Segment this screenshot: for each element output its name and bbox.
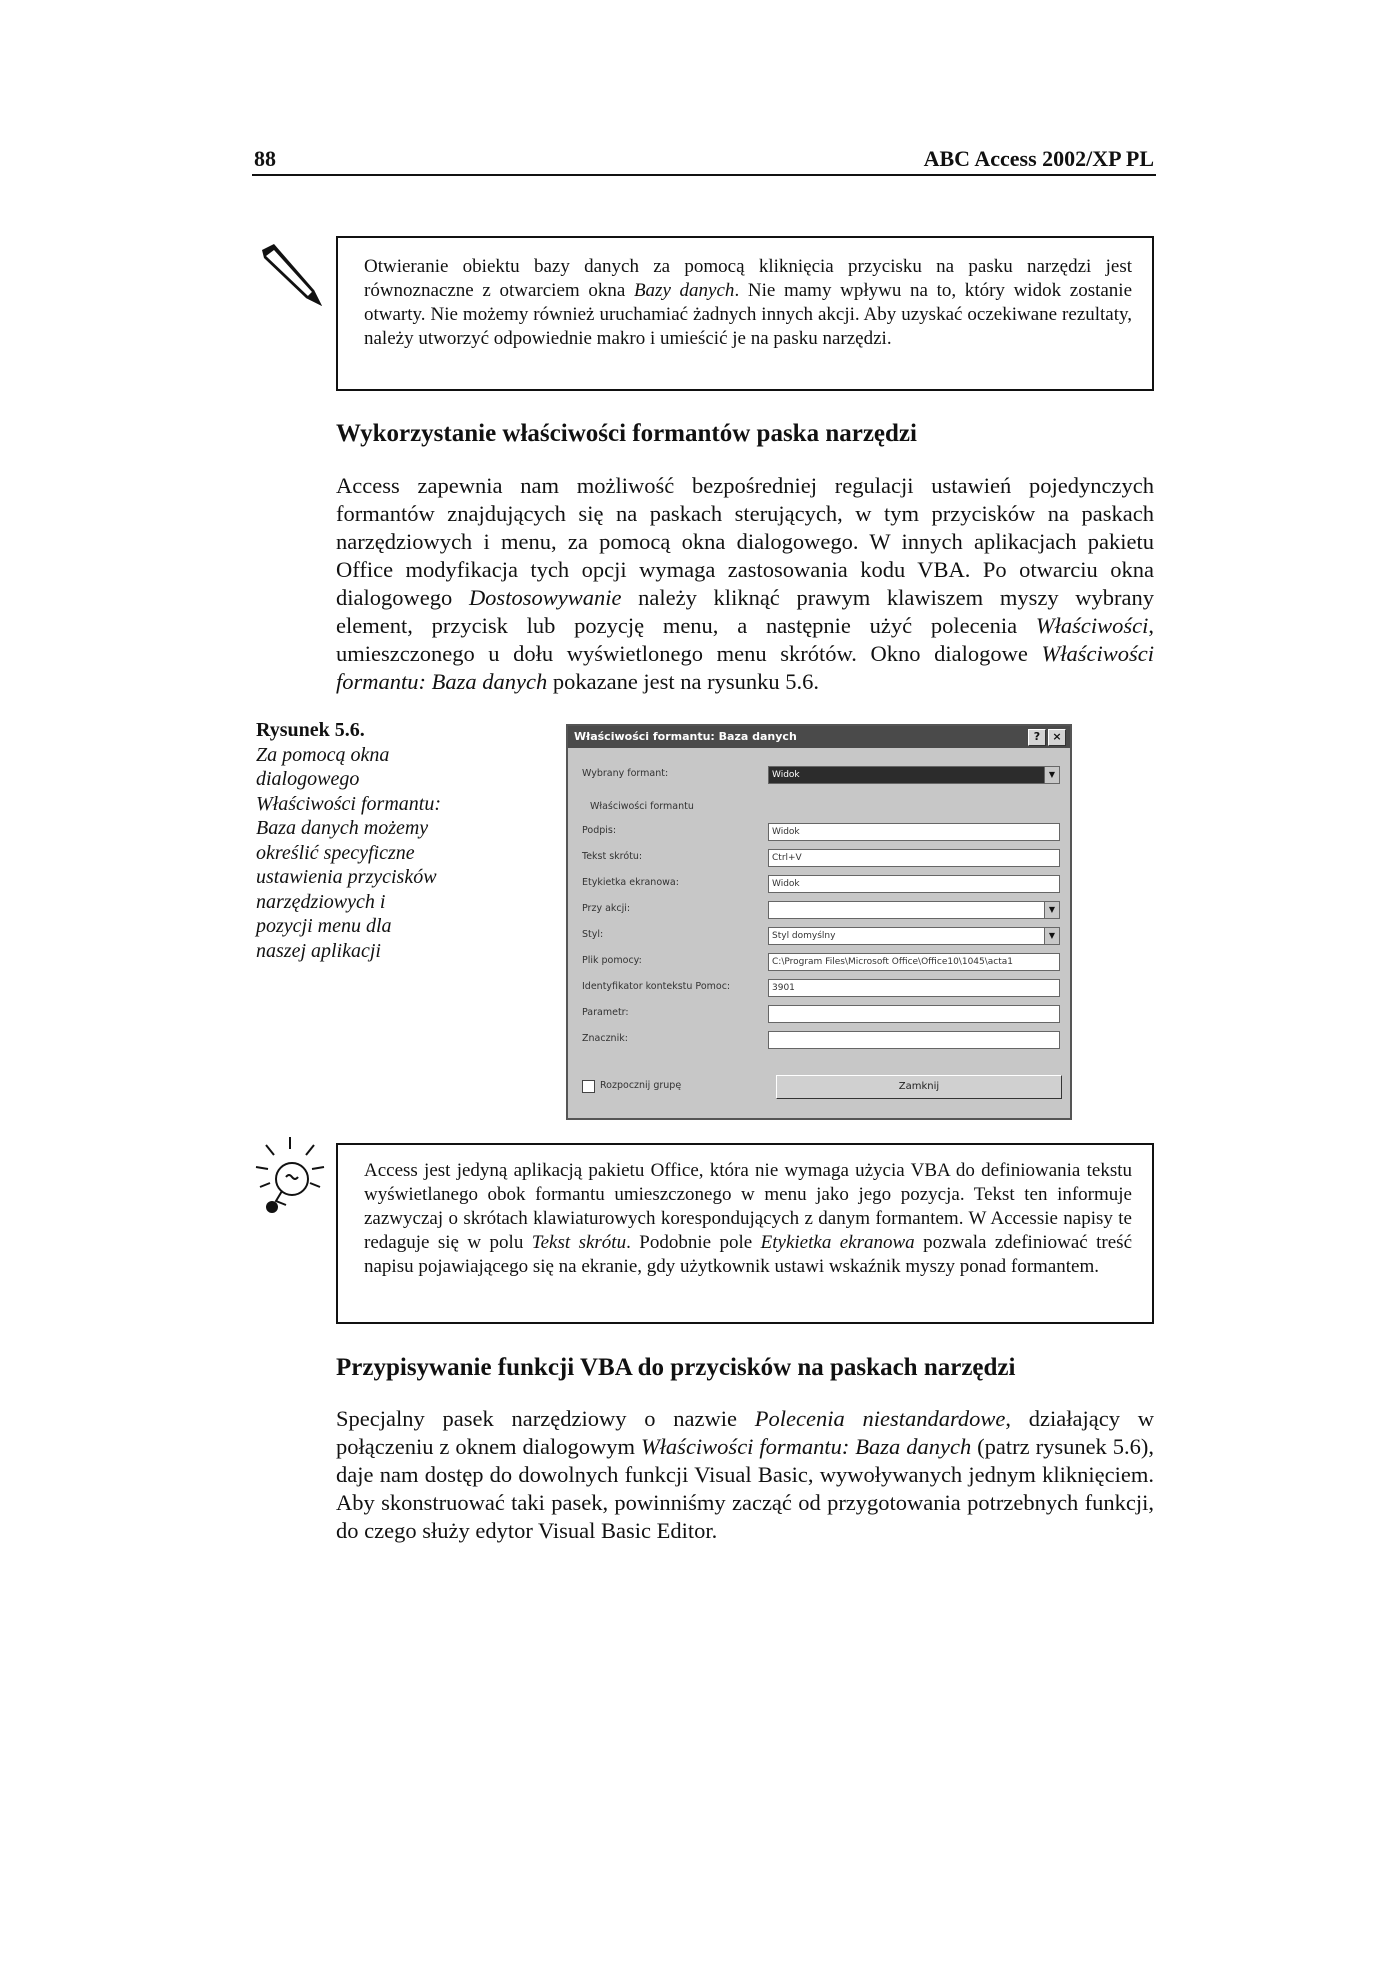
tag-label: Znacznik: xyxy=(582,1033,628,1044)
shortcut-text-field[interactable]: Ctrl+V xyxy=(768,849,1060,867)
help-context-id-field[interactable]: 3901 xyxy=(768,979,1060,997)
close-icon[interactable]: × xyxy=(1048,729,1066,746)
selected-control-label: Wybrany formant: xyxy=(582,768,669,779)
help-context-id-label: Identyfikator kontekstu Pomoc: xyxy=(582,981,731,992)
book-title: ABC Access 2002/XP PL xyxy=(923,146,1154,171)
style-label: Styl: xyxy=(582,929,604,940)
parameter-label: Parametr: xyxy=(582,1007,629,1018)
figure-caption xyxy=(256,718,446,963)
section-heading: Wykorzystanie właściwości formantów paska narzędzi xyxy=(336,420,917,447)
group-label: Właściwości formantu xyxy=(590,801,694,812)
page-header xyxy=(254,146,1154,176)
caption-field[interactable]: Widok xyxy=(768,823,1060,841)
help-file-field[interactable]: C:\Program Files\Microsoft Office\Office10\1045\acta1 xyxy=(768,953,1060,971)
body-paragraph: Specjalny pasek narzędziowy o nazwie Polecenia niestandardowe, działający w połączeniu z oknem dialogowym Właściwości formantu: Baza danych (patrz rysunek 5.6), daje nam dostęp do dowolnych funkcji Visual Basic, wywoływanych jednym kliknięciem. Aby skonstruować taki pasek, powinniśmy zacząć od przygotowania potrzebnych funkcji, do czego służy edytor Visual Basic Editor. xyxy=(336,1406,1155,1543)
body-paragraph: Access zapewnia nam możliwość bezpośredniej regulacji ustawień pojedynczych formantów znajdujących się na paskach sterujących, w tym przycisków na paskach narzędziowych i menu, za pomocą okna dialogowego. W innych aplikacjach pakietu Office modyfikacja tych opcji wymaga zastosowania kodu VBA. Po otwarciu okna dialogowego Dostosowywanie należy kliknąć prawym klawiszem myszy wybrany element, przycisk lub pozycję menu, a następnie użyć polecenia Właściwości, umieszczonego u dołu wyświetlonego menu skrótów. Okno dialogowe Właściwości formantu: Baza danych pokazane jest na rysunku 5.6. xyxy=(336,473,1155,694)
lightbulb-icon xyxy=(252,1135,328,1221)
close-button[interactable]: Zamknij xyxy=(776,1075,1062,1099)
on-action-select[interactable] xyxy=(768,901,1060,919)
header-rule xyxy=(252,174,1156,176)
note-box-lightbulb xyxy=(336,1143,1154,1324)
chevron-down-icon[interactable]: ▼ xyxy=(1044,928,1059,944)
help-file-label: Plik pomocy: xyxy=(582,955,642,966)
chevron-down-icon[interactable]: ▼ xyxy=(1044,767,1059,783)
pencil-icon xyxy=(256,240,326,310)
control-properties-dialog xyxy=(566,724,1072,1120)
help-button[interactable]: ? xyxy=(1028,729,1046,746)
dialog-title: Właściwości formantu: Baza danych xyxy=(574,730,797,743)
shortcut-text-label: Tekst skrótu: xyxy=(582,851,643,862)
selected-control-select[interactable]: Widok ▼ xyxy=(768,766,1060,784)
on-action-label: Przy akcji: xyxy=(582,903,631,914)
screentip-field[interactable]: Widok xyxy=(768,875,1060,893)
style-select[interactable]: Styl domyślny ▼ xyxy=(768,927,1060,945)
caption-label: Podpis: xyxy=(582,825,617,836)
note-text: Access jest jedyną aplikacją pakietu Office, która nie wymaga użycia VBA do definiowania tekstu wyświetlanego obok formantu umieszczonego w menu jako jego pozycja. Tekst ten informuje zazwyczaj o skrótach klawiaturowych korespondujących z danym formantem. W Accessie napisy te redaguje się w polu Tekst skrótu. Podobnie pole Etykietka ekranowa pozwala zdefiniować treść napisu pojawiającego się na ekranie, gdy użytkownik ustawi wskaźnik myszy ponad formantem. xyxy=(364,1160,1133,1277)
begin-group-label: Rozpocznij grupę xyxy=(600,1080,682,1091)
section-heading: Przypisywanie funkcji VBA do przycisków na paskach narzędzi xyxy=(336,1354,1016,1381)
screentip-label: Etykietka ekranowa: xyxy=(582,877,679,888)
parameter-field[interactable] xyxy=(768,1005,1060,1023)
note-box-pencil xyxy=(336,236,1154,391)
note-text: Otwieranie obiektu bazy danych za pomocą kliknięcia przycisku na pasku narzędzi jest równoznaczne z otwarciem okna Bazy danych. Nie mamy wpływu na to, który widok zostanie otwarty. Nie możemy również uruchamiać żadnych innych akcji. Aby uzyskać oczekiwane rezultaty, należy utworzyć odpowiednie makro i umieścić je na pasku narzędzi. xyxy=(364,256,1133,349)
begin-group-checkbox[interactable] xyxy=(582,1080,595,1093)
dialog-titlebar xyxy=(568,726,1070,748)
chevron-down-icon[interactable]: ▼ xyxy=(1044,902,1059,918)
tag-field[interactable] xyxy=(768,1031,1060,1049)
page-number: 88 xyxy=(254,146,276,171)
figure-caption-text: Za pomocą okna dialogowego Właściwości formantu: Baza danych możemy określić specyficzne ustawienia przycisków narzędziowych i pozycji menu dla naszej aplikacji xyxy=(256,743,441,962)
figure-label: Rysunek 5.6. xyxy=(256,719,365,741)
